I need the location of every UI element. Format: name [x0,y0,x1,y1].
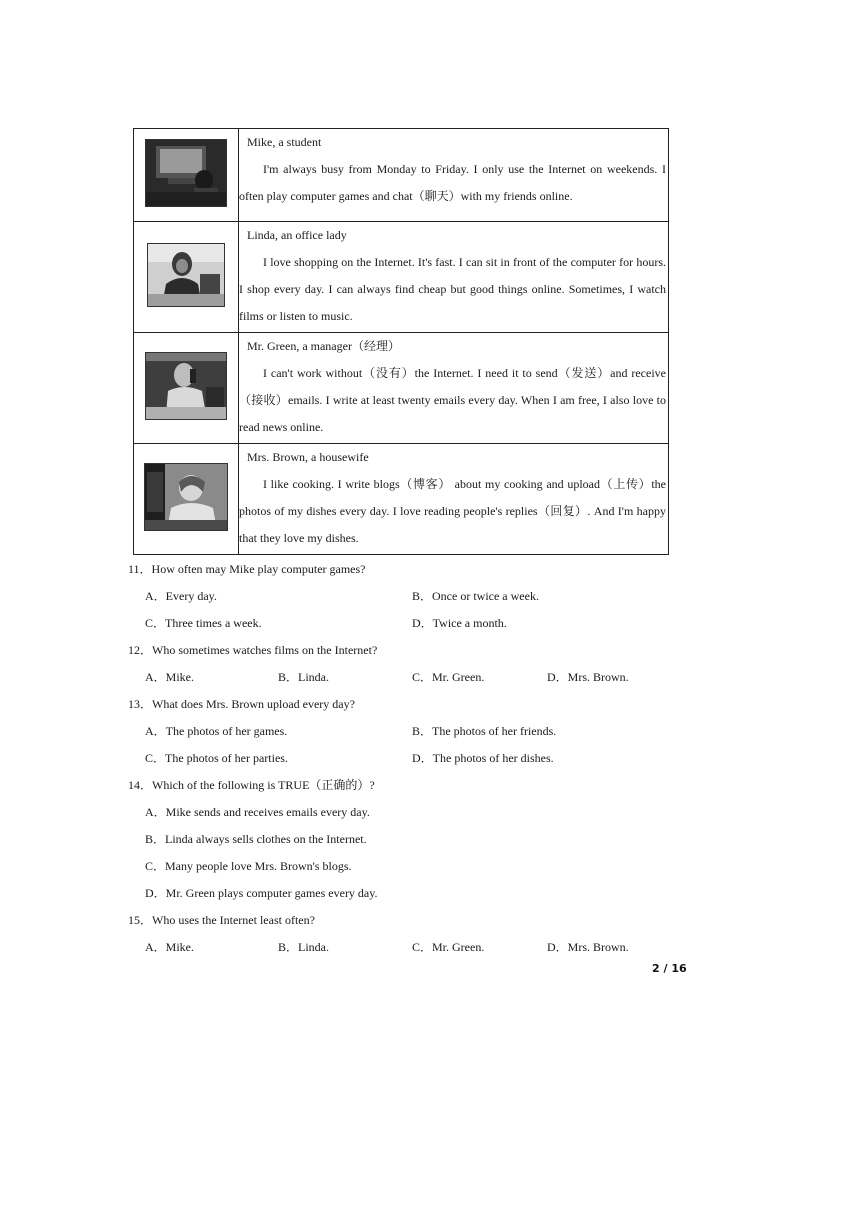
question-stem: 11．How often may Mike play computer games? [128,562,366,576]
student-at-computer-photo [145,139,227,207]
person-name: Mike, a student [247,135,322,149]
person-text: I love shopping on the Internet. It's fast. I can sit in front of the computer for hours. I shop every day. I can always find cheap but good things online. Sometimes, I watch films or listen to music. [239,255,666,323]
man-on-phone-photo [145,352,227,420]
question-stem: 14．Which of the following is TRUE（正确的）? [128,778,375,792]
answer-option: B．Linda. [278,940,329,954]
photo-cell [134,333,239,444]
answer-option: C．Many people love Mrs. Brown's blogs. [145,859,352,873]
person-name: Mr. Green, a manager（经理） [247,339,400,353]
woman-at-computer-photo [147,243,225,307]
answer-option: B．Linda always sells clothes on the Internet. [145,832,367,846]
answer-option: A．Mike. [145,670,194,684]
person-text: I can't work without（没有）the Internet. I need it to send（发送）and receive（接收）emails. I write at least twenty emails every day. When I am free, I also love to read news online. [239,366,666,434]
page-number: 2 / 16 [652,962,687,975]
person-name: Linda, an office lady [247,228,347,242]
answer-option: B．Linda. [278,670,329,684]
people-table [133,128,669,555]
table-row [134,333,669,444]
answer-option: D．Mrs. Brown. [547,670,629,684]
person-description [239,129,669,222]
person-description [239,444,669,555]
answer-option: D．Mr. Green plays computer games every day. [145,886,378,900]
person-text: I'm always busy from Monday to Friday. I only use the Internet on weekends. I often play computer games and chat（聊天）with my friends online. [239,162,666,203]
photo-cell [134,129,239,222]
question-stem: 15．Who uses the Internet least often? [128,913,315,927]
person-text: I like cooking. I write blogs（博客） about my cooking and upload（上传）the photos of my dishes every day. I love reading people's replies（回复）. And I'm happy that they love my dishes. [239,477,666,545]
answer-option: C．Three times a week. [145,616,262,630]
answer-option: A．Mike sends and receives emails every day. [145,805,370,819]
table-row [134,129,669,222]
answer-option: A．The photos of her games. [145,724,288,738]
answer-option: B．The photos of her friends. [412,724,557,738]
housewife-at-computer-photo [144,463,228,531]
answer-option: B．Once or twice a week. [412,589,539,603]
person-name: Mrs. Brown, a housewife [247,450,369,464]
table-row [134,222,669,333]
person-description [239,333,669,444]
answer-option: A．Every day. [145,589,217,603]
answer-option: A．Mike. [145,940,194,954]
table-row [134,444,669,555]
question-stem: 13．What does Mrs. Brown upload every day? [128,697,355,711]
answer-option: C．The photos of her parties. [145,751,288,765]
answer-option: D．Mrs. Brown. [547,940,629,954]
photo-cell [134,444,239,555]
answer-option: D．Twice a month. [412,616,507,630]
person-description [239,222,669,333]
photo-cell [134,222,239,333]
answer-option: C．Mr. Green. [412,940,485,954]
answer-option: D．The photos of her dishes. [412,751,554,765]
question-stem: 12．Who sometimes watches films on the Internet? [128,643,378,657]
answer-option: C．Mr. Green. [412,670,485,684]
